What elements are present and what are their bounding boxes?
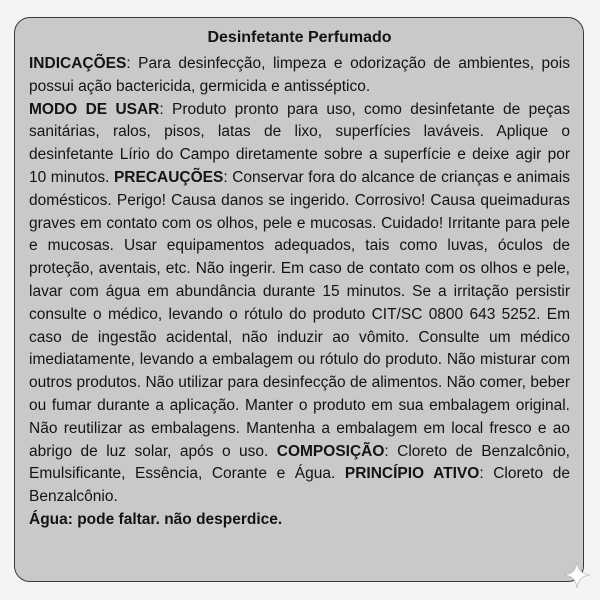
water-note: Água: pode faltar. não desperdice. [29, 510, 283, 528]
indicacoes-heading: INDICAÇÕES [29, 55, 127, 72]
modo-de-usar-heading: MODO DE USAR [29, 100, 160, 118]
precaucoes-text: : Conservar fora do alcance de crianças e animais domésticos. Perigo! Causa danos se ingerido. Corrosivo! Causa queimaduras graves em contato com os olhos, pele e mucosas. Cuidado! Irritante para pele e mucosas. Usar equipamentos adequados, tais como luvas, óculos de proteção, aventais, etc. Não ingerir. Em caso de contato com os olhos e pele, lavar com água em abundância durante 15 minutos. Se a irritação persistir consulte o médico, levando o rótulo do produto CIT/SC 0800 643 5252. Em caso de ingestão acidental, não induzir ao vômito. Consulte um médico imediatamente, levando a embalagem ou rótulo do produto. Não misturar com outros produtos. Não utilizar para desinfecção de alimentos. Não comer, beber ou fumar durante a aplicação. Manter o produto em sua embalagem original. Não reutilizar as embalagens. Mantenha a embalagem em local fresco e ao abrigo de luz solar, após o uso. [29, 168, 570, 460]
product-title: Desinfetante Perfumado [207, 29, 392, 46]
precaucoes-heading: PRECAUÇÕES [113, 168, 224, 186]
principio-ativo-text: : Cloreto de Benzalcônio. [29, 465, 570, 506]
modo-de-usar-text: : Produto pronto para uso, como desinfetante de peças sanitárias, ralos, pisos, latas de lixo, superfícies laváveis. Aplique o desinfetante Lírio do Campo diretamente sobre a superfície e deixe agir por 10 minutos. [29, 100, 570, 186]
principio-ativo-heading: PRINCÍPIO ATIVO [344, 465, 480, 483]
label-body [29, 53, 570, 532]
indicacoes-text: : Para desinfecção, limpeza e odorização de ambientes, pois possui ação bactericida, germicida e antisséptico. [29, 55, 570, 95]
composicao-text: : Cloreto de Benzalcônio, Emulsificante, Essência, Corante e Água. [29, 442, 570, 483]
sparkle-icon [562, 560, 592, 590]
label-card [14, 17, 584, 582]
composicao-heading: COMPOSIÇÃO [276, 442, 385, 460]
